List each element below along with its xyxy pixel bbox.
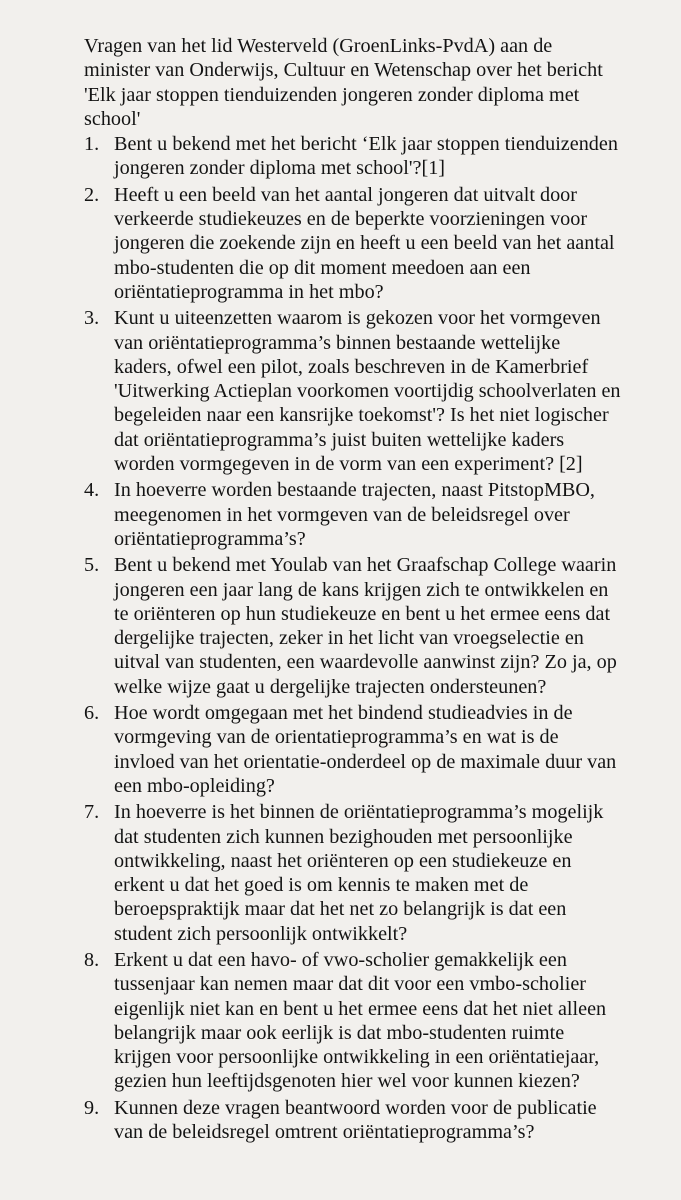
question-number: 1. [84,133,100,156]
question-item [84,306,621,476]
question-number: 7. [84,801,100,824]
question-item [84,701,621,798]
question-number: 8. [84,948,100,971]
question-text: In hoeverre is het binnen de oriëntatieprogramma’s mogelijk dat studenten zich kunnen bezighouden met persoonlijke ontwikkeling, naast het oriënteren op een studiekeuze en erkent u dat het goed is om kennis te maken met de beroepspraktijk maar dat het net zo belangrijk is dat een student zich persoonlijk ontwikkelt? [114,801,604,945]
question-item [84,132,621,181]
question-text: Erkent u dat een havo- of vwo-scholier gemakkelijk een tussenjaar kan nemen maar dat dit voor een vmbo-scholier eigenlijk niet kan en bent u het ermee eens dat het niet alleen belangrijk maar ook eerlijk is dat mbo-studenten ruimte krijgen voor persoonlijke ontwikkeling in een oriëntatiejaar, gezien hun leeftijdsgenoten hier wel voor kunnen kiezen? [114,948,607,1093]
question-text: In hoeverre worden bestaande trajecten, naast PitstopMBO, meegenomen in het vormgeven van de beleidsregel over oriëntatieprogramma’s? [114,479,595,550]
question-number: 5. [84,554,100,577]
question-item [84,553,621,699]
question-text: Bent u bekend met Youlab van het Graafschap College waarin jongeren een jaar lang de kans krijgen zich te ontwikkelen en te oriënteren op hun studiekeuze en bent u het ermee eens dat dergelijke trajecten, zeker in het licht van vroegselectie en uitval van studenten, een waardevolle aanwinst zijn? Zo ja, op welke wijze gaat u dergelijke trajecten ondersteunen? [114,554,617,698]
question-text: Kunt u uiteenzetten waarom is gekozen voor het vormgeven van oriëntatieprogramma’s binnen bestaande wettelijke kaders, ofwel een pilot, zoals beschreven in de Kamerbrief 'Uitwerking Actieplan voorkomen voortijdig schoolverlaten en begeleiden naar een kansrijke toekomst'? Is het niet logischer dat oriëntatieprogramma’s juist buiten wettelijke kaders worden vormgegeven in de vorm van een experiment? [2] [114,307,621,476]
question-number: 9. [84,1096,100,1119]
question-item [84,948,621,1094]
question-number: 2. [84,183,100,206]
question-item [84,478,621,551]
question-item [84,800,621,946]
question-number: 3. [84,307,100,330]
question-text: Heeft u een beeld van het aantal jongeren dat uitvalt door verkeerde studiekeuzes en de beperkte voorzieningen voor jongeren die zoekende zijn en heeft u een beeld van het aantal mbo-studenten die op dit moment meedoen aan een oriëntatieprogramma in het mbo? [114,183,615,303]
question-text: Hoe wordt omgegaan met het bindend studieadvies in de vormgeving van de orientatieprogramma’s en wat is de invloed van het orientatie-onderdeel op de maximale duur van een mbo-opleiding? [114,702,617,797]
document-intro: Vragen van het lid Westerveld (GroenLinks-PvdA) aan de minister van Onderwijs, Cultuur en Wetenschap over het bericht 'Elk jaar stoppen tienduizenden jongeren zonder diploma met school' [84,35,603,130]
question-text: Kunnen deze vragen beantwoord worden voor de publicatie van de beleidsregel omtrent oriëntatieprogramma’s? [114,1096,597,1144]
question-item [84,183,621,304]
question-text: Bent u bekend met het bericht ‘Elk jaar stoppen tienduizenden jongeren zonder diploma met school'?[1] [114,133,618,180]
question-number: 6. [84,702,100,725]
question-number: 4. [84,479,100,502]
question-item [84,1096,621,1145]
question-list [84,132,621,1144]
